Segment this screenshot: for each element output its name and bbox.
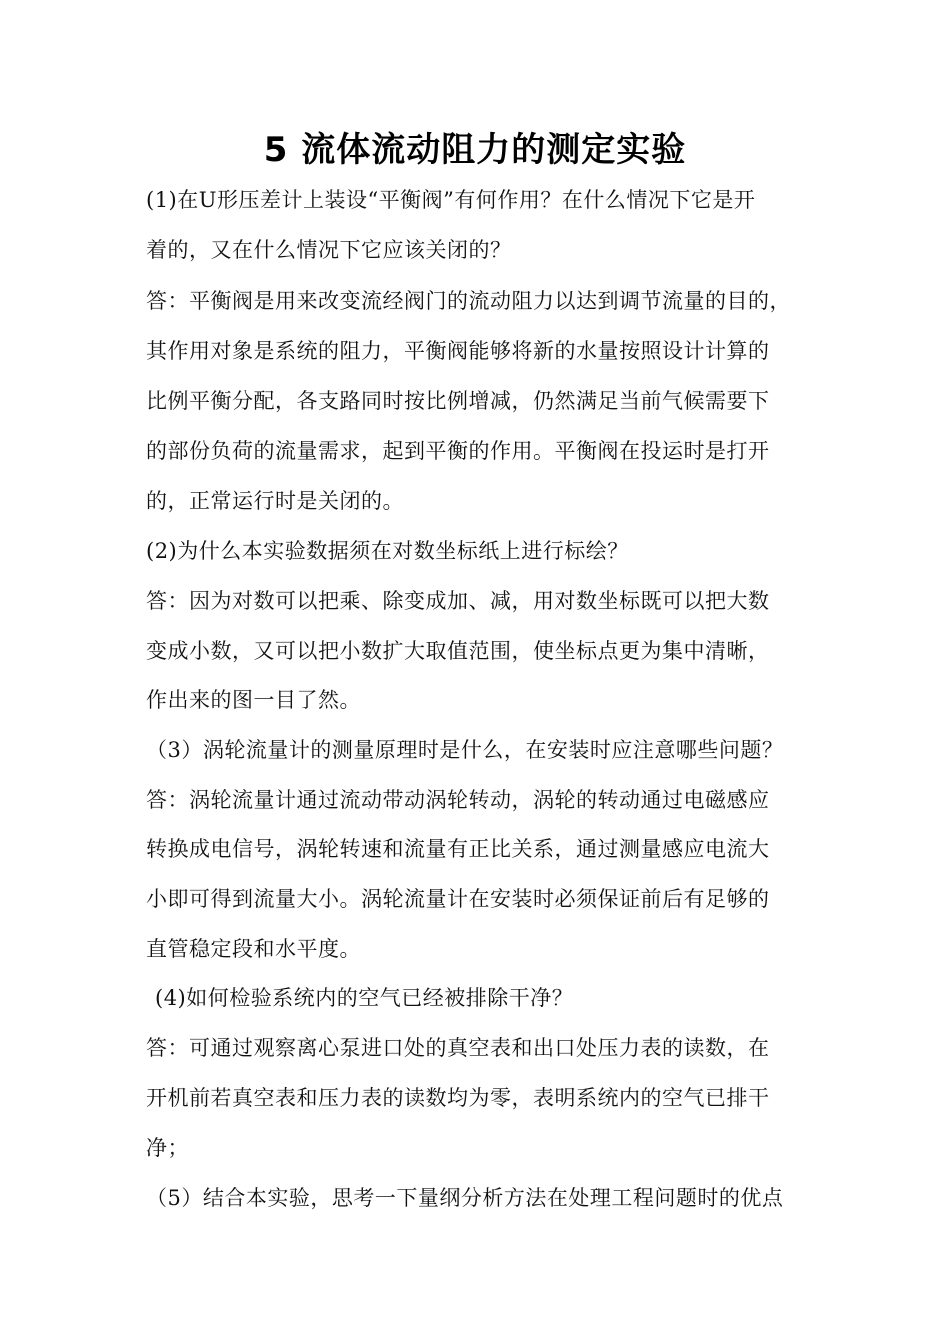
answer-3-line-4: 直管稳定段和水平度。	[146, 937, 361, 961]
answer-1-line-1: 答：平衡阀是用来改变流经阀门的流动阻力以达到调节流量的目的，	[146, 289, 791, 313]
answer-4-line-2: 开机前若真空表和压力表的读数均为零，表明系统内的空气已排干	[146, 1086, 770, 1110]
answer-3-line-2: 转换成电信号，涡轮转速和流量有正比关系，通过测量感应电流大	[146, 837, 770, 861]
answer-1-line-4: 的部份负荷的流量需求，起到平衡的作用。平衡阀在投运时是打开	[146, 439, 770, 463]
question-5-line-1: （5）结合本实验，思考一下量纲分析方法在处理工程问题时的优点	[146, 1186, 784, 1210]
answer-2-line-2: 变成小数，又可以把小数扩大取值范围，使坐标点更为集中清晰，	[146, 639, 770, 663]
answer-1-line-3: 比例平衡分配，各支路同时按比例增减，仍然满足当前气候需要下	[146, 389, 770, 413]
question-3-line-1: （3）涡轮流量计的测量原理时是什么，在安装时应注意哪些问题？	[146, 738, 784, 762]
answer-3-line-1: 答：涡轮流量计通过流动带动涡轮转动，涡轮的转动通过电磁感应	[146, 788, 770, 812]
answer-3-line-3: 小即可得到流量大小。涡轮流量计在安装时必须保证前后有足够的	[146, 887, 770, 911]
answer-4-line-3: 净；	[146, 1136, 189, 1160]
question-1-line-1: (1)在U形压差计上装设“平衡阀”有何作用？在什么情况下它是开	[146, 188, 756, 212]
answer-2-line-1: 答：因为对数可以把乘、除变成加、减，用对数坐标既可以把大数	[146, 589, 770, 613]
question-4-line-1: (4)如何检验系统内的空气已经被排除干净？	[155, 986, 574, 1010]
answer-1-line-5: 的，正常运行时是关闭的。	[146, 489, 404, 513]
question-2-line-1: (2)为什么本实验数据须在对数坐标纸上进行标绘？	[146, 539, 629, 563]
answer-1-line-2: 其作用对象是系统的阻力，平衡阀能够将新的水量按照设计计算的	[146, 339, 770, 363]
answer-2-line-3: 作出来的图一目了然。	[146, 688, 361, 712]
page-title: 5 流体流动阻力的测定实验	[263, 130, 687, 170]
answer-4-line-1: 答：可通过观察离心泵进口处的真空表和出口处压力表的读数，在	[146, 1036, 770, 1060]
question-1-line-2: 着的，又在什么情况下它应该关闭的？	[146, 238, 512, 262]
